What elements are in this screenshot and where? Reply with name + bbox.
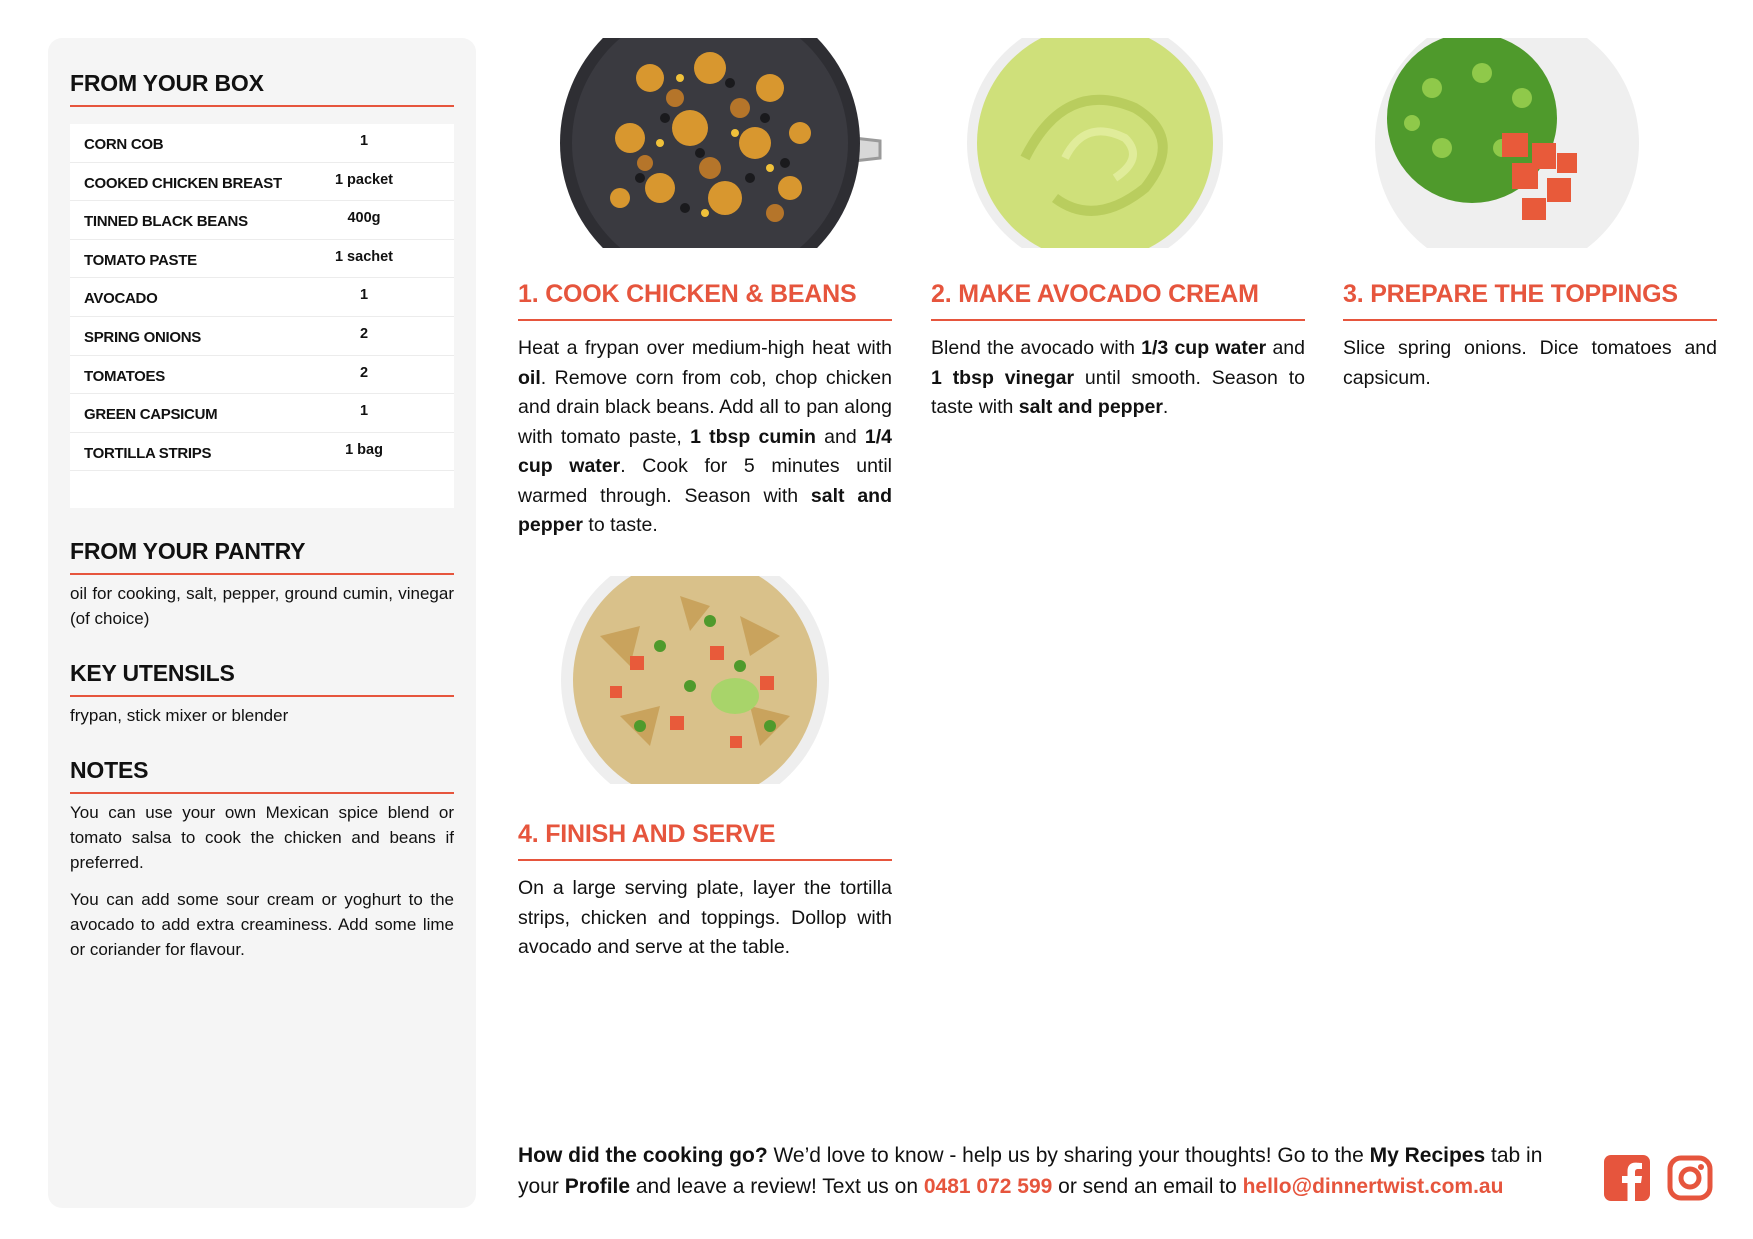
- ingredients-sidebar: [48, 38, 476, 1208]
- ingredient-name: AVOCADO: [84, 290, 158, 308]
- bold-text: 1 tbsp cumin: [690, 425, 816, 448]
- text-run: We’d love to know - help us by sharing your thoughts! Go to the: [767, 1144, 1370, 1167]
- ingredient-qty: 2: [359, 325, 369, 342]
- text-run: Heat a frypan over medium-high heat with: [518, 337, 892, 359]
- bold-text: salt and pepper: [518, 484, 892, 536]
- notes-heading: NOTES: [70, 757, 454, 794]
- ingredient-qty: 1 bag: [345, 441, 383, 458]
- step-4-photo: [560, 576, 830, 784]
- ingredient-name: TOMATO PASTE: [84, 251, 197, 269]
- text-run: .: [1162, 396, 1169, 418]
- text-run: . Cook for 5 minutes until warmed through. Season with: [518, 455, 892, 507]
- contact-link[interactable]: 0481 072 599: [923, 1175, 1053, 1198]
- step-1-title: 1. COOK CHICKEN & BEANS: [518, 280, 892, 321]
- step-4-title: 4. FINISH AND SERVE: [518, 820, 892, 861]
- step-3-text: [1343, 334, 1717, 393]
- instagram-icon[interactable]: [1667, 1155, 1713, 1201]
- feedback-footer: [518, 1140, 1588, 1202]
- text-run: until smooth. Season to taste with: [931, 366, 1305, 418]
- table-row: [70, 433, 454, 472]
- text-run: Blend the avocado with: [931, 337, 1142, 359]
- ingredient-name: TINNED BLACK BEANS: [84, 213, 248, 231]
- ingredient-name: TORTILLA STRIPS: [84, 444, 212, 462]
- contact-link[interactable]: hello@dinnertwist.com.au: [1242, 1175, 1504, 1198]
- ingredient-name: CORN COB: [84, 136, 164, 153]
- facebook-icon[interactable]: [1604, 1155, 1650, 1201]
- bold-text: oil: [518, 366, 541, 389]
- note-text: You can use your own Mexican spice blend or tomato salsa to cook the chicken and beans if preferred.: [70, 803, 454, 872]
- bold-text: Profile: [564, 1175, 631, 1198]
- ingredient-name: SPRING ONIONS: [84, 328, 201, 346]
- table-row: [70, 240, 454, 279]
- ingredient-qty: 1: [359, 287, 369, 304]
- ingredient-name: COOKED CHICKEN BREAST: [84, 174, 282, 192]
- table-row: [70, 394, 454, 433]
- text-run: and: [815, 425, 865, 448]
- table-row: [70, 124, 454, 163]
- table-row: [70, 278, 454, 317]
- step-4-text: [518, 874, 892, 963]
- bold-text: 1/4 cup water: [518, 425, 892, 477]
- bold-text: How did the cooking go?: [518, 1144, 768, 1167]
- text-run: to taste.: [583, 514, 658, 536]
- step-1-photo: [560, 38, 890, 248]
- table-row: [70, 356, 454, 395]
- ingredient-qty: 1 sachet: [334, 248, 394, 265]
- table-row: [70, 201, 454, 240]
- text-run: . Remove corn from cob, chop chicken and drain black beans. Add all to pan along with tomato paste,: [518, 366, 892, 448]
- text-run: and leave a review! Text us on: [630, 1175, 924, 1198]
- box-ingredients-table: [70, 124, 454, 508]
- ingredient-qty: 2: [359, 364, 369, 381]
- text-run: Slice spring onions. Dice tomatoes and capsicum.: [1343, 337, 1717, 389]
- bold-text: salt and pepper: [1018, 396, 1163, 418]
- bold-text: My Recipes: [1369, 1144, 1486, 1167]
- ingredient-name: TOMATOES: [84, 367, 165, 385]
- text-run: tab in your: [518, 1144, 1543, 1198]
- ingredient-qty: 400g: [347, 210, 381, 227]
- table-row: [70, 163, 454, 202]
- bold-text: 1/3 cup water: [1141, 337, 1267, 359]
- text-run: and: [1266, 337, 1305, 359]
- ingredient-qty: 1: [359, 403, 369, 420]
- from-your-pantry-heading: FROM YOUR PANTRY: [70, 538, 454, 575]
- note-text: You can add some sour cream or yoghurt to the avocado to add extra creaminess. Add some lime or coriander for flavour.: [70, 890, 454, 959]
- step-3-photo: [1372, 38, 1642, 248]
- pantry-text: oil for cooking, salt, pepper, ground cumin, vinegar (of choice): [70, 584, 454, 628]
- utensils-text: frypan, stick mixer or blender: [70, 706, 289, 725]
- step-3-title: 3. PREPARE THE TOPPINGS: [1343, 280, 1717, 321]
- step-2-photo: [965, 38, 1225, 248]
- step-1-text: [518, 334, 892, 541]
- ingredient-name: GREEN CAPSICUM: [84, 406, 218, 424]
- text-run: On a large serving plate, layer the tortilla strips, chicken and toppings. Dollop with avocado and serve at the table.: [518, 877, 892, 958]
- ingredient-qty: 1 packet: [334, 171, 394, 188]
- from-your-box-heading: FROM YOUR BOX: [70, 70, 454, 107]
- bold-text: 1 tbsp vinegar: [931, 366, 1075, 389]
- ingredient-qty: 1: [359, 133, 369, 149]
- text-run: or send an email to: [1052, 1175, 1243, 1198]
- table-row: [70, 317, 454, 356]
- step-2-text: [931, 334, 1305, 423]
- step-2-title: 2. MAKE AVOCADO CREAM: [931, 280, 1305, 321]
- key-utensils-heading: KEY UTENSILS: [70, 660, 454, 697]
